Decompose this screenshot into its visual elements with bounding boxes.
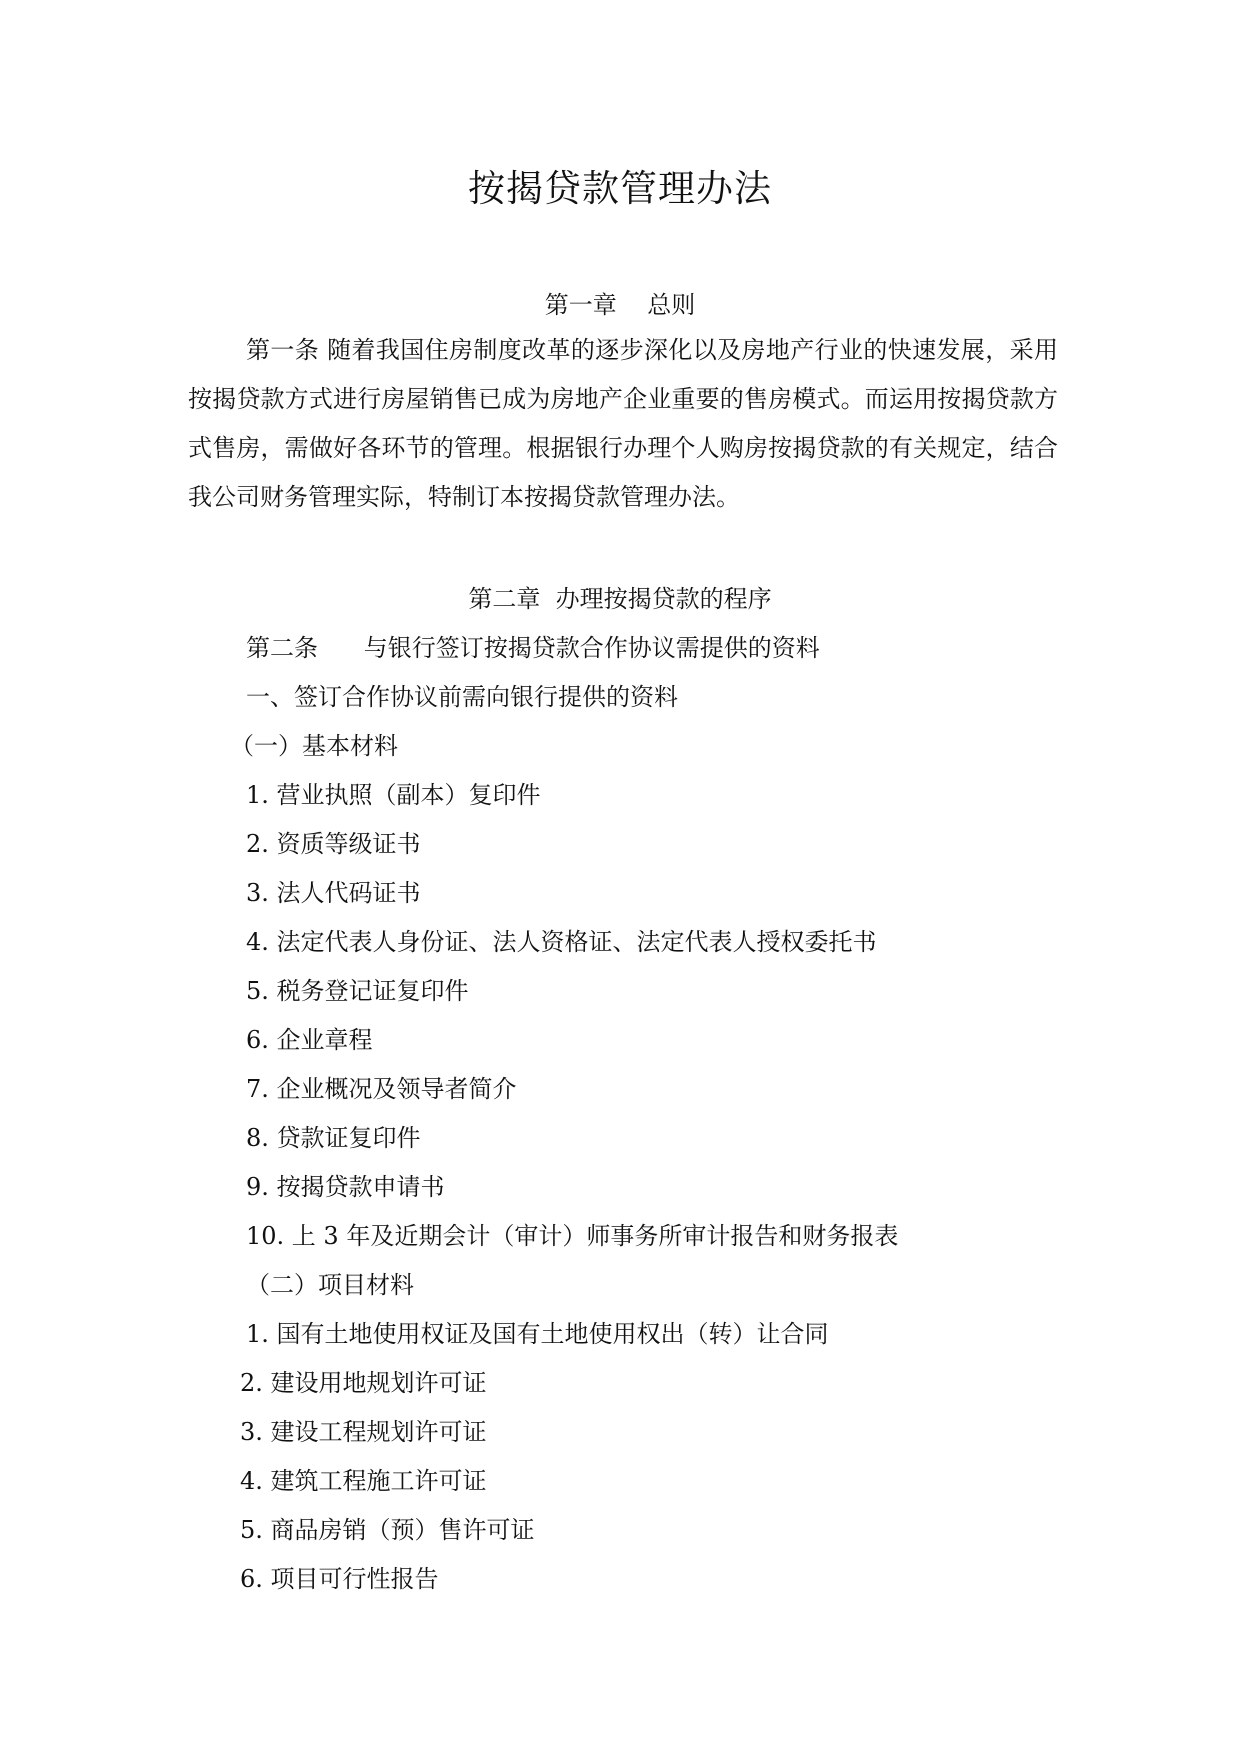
basic-item: 9. 按揭贷款申请书 <box>246 1173 445 1201</box>
project-item: 2. 建设用地规划许可证 <box>240 1369 487 1397</box>
article-1-paragraph: 第一条 随着我国住房制度改革的逐步深化以及房地产行业的快速发展，采用按揭贷款方式进行房屋销售已成为房地产企业重要的售房模式。而运用按揭贷款方式售房，需做好各环节的管理。根据银行办理个人购房按揭贷款的有关规定，结合我公司财务管理实际，特制订本按揭贷款管理办法。 <box>188 336 1058 511</box>
chapter-1-heading: 第一章 总则 <box>544 291 696 319</box>
section-1-heading: 一、签订合作协议前需向银行提供的资料 <box>246 683 678 711</box>
basic-item: 6. 企业章程 <box>246 1026 373 1054</box>
project-materials-heading: （二）项目材料 <box>246 1271 414 1299</box>
basic-item: 10. 上 3 年及近期会计（审计）师事务所审计报告和财务报表 <box>246 1222 899 1250</box>
project-item: 3. 建设工程规划许可证 <box>240 1418 487 1446</box>
document-title: 按揭贷款管理办法 <box>468 167 772 210</box>
basic-materials-heading: （一）基本材料 <box>230 732 398 760</box>
basic-item: 3. 法人代码证书 <box>246 879 421 907</box>
article-2-heading: 第二条 与银行签订按揭贷款合作协议需提供的资料 <box>246 634 820 662</box>
project-item: 5. 商品房销（预）售许可证 <box>240 1516 535 1544</box>
basic-item: 8. 贷款证复印件 <box>246 1124 421 1152</box>
project-item: 6. 项目可行性报告 <box>240 1565 439 1593</box>
chapter-2-heading: 第二章 办理按揭贷款的程序 <box>468 585 772 613</box>
project-item: 4. 建筑工程施工许可证 <box>240 1467 487 1495</box>
basic-item: 5. 税务登记证复印件 <box>246 977 469 1005</box>
basic-item: 2. 资质等级证书 <box>246 830 421 858</box>
basic-item: 7. 企业概况及领导者简介 <box>246 1075 517 1103</box>
project-item: 1. 国有土地使用权证及国有土地使用权出（转）让合同 <box>246 1320 829 1348</box>
basic-item: 4. 法定代表人身份证、法人资格证、法定代表人授权委托书 <box>246 928 877 956</box>
basic-item: 1. 营业执照（副本）复印件 <box>246 781 541 809</box>
